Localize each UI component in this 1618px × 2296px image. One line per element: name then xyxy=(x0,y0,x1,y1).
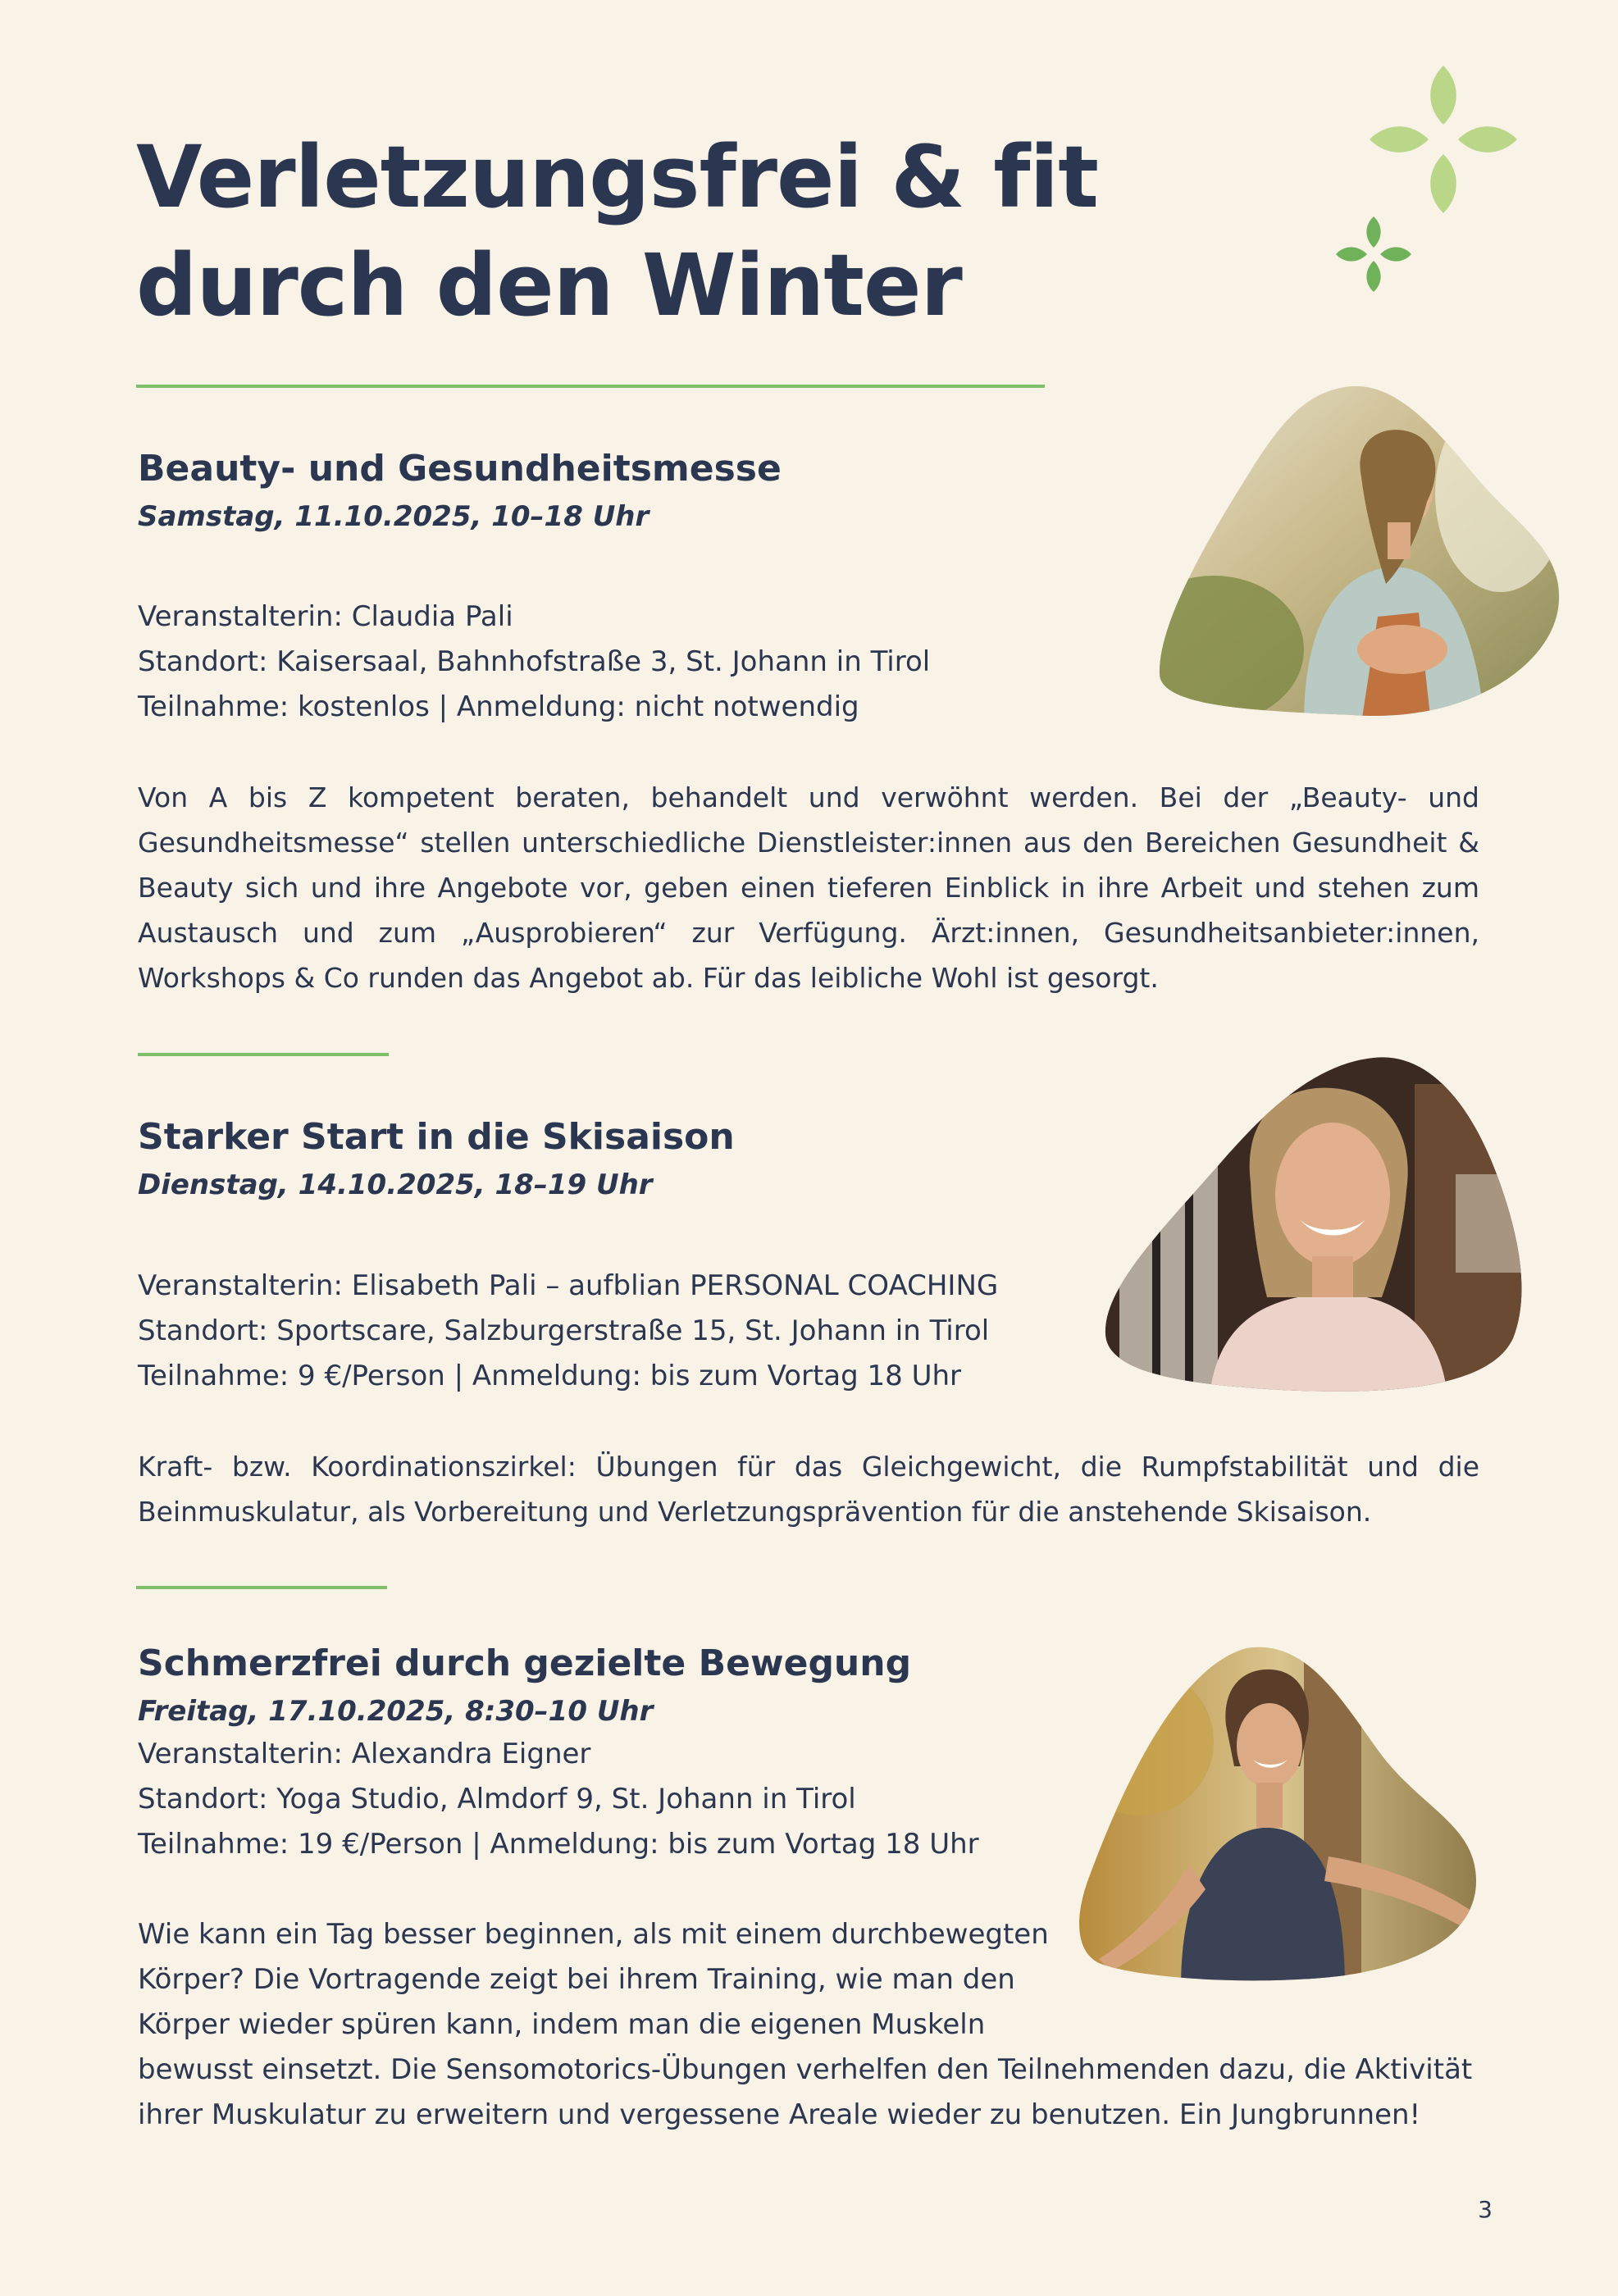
event-location: Standort: Sportscare, Salzburgerstraße 15, St. Johann in Tirol xyxy=(138,1314,990,1347)
event-participation: Teilnahme: 19 €/Person | Anmeldung: bis zum Vortag 18 Uhr xyxy=(138,1828,979,1861)
event-date: Freitag, 17.10.2025, 8:30–10 Uhr xyxy=(138,1695,654,1728)
leaf-ornament-icon xyxy=(1320,57,1525,303)
event-organizer: Veranstalterin: Claudia Pali xyxy=(138,600,513,633)
smiling-woman-photo xyxy=(1103,1051,1529,1396)
event-date: Dienstag, 14.10.2025, 18–19 Uhr xyxy=(138,1168,653,1201)
event-participation: Teilnahme: kostenlos | Anmeldung: nicht notwendig xyxy=(138,690,859,723)
title-line-2: durch den Winter xyxy=(136,235,962,335)
event-location: Standort: Yoga Studio, Almdorf 9, St. Johann in Tirol xyxy=(138,1783,856,1815)
event-title: Beauty- und Gesundheitsmesse xyxy=(138,448,782,490)
title-line-1: Verletzungsfrei & fit xyxy=(136,127,1098,227)
event-info xyxy=(138,1732,979,1867)
event-description: Von A bis Z kompetent beraten, behandelt und verwöhnt werden. Bei der „Beauty- und Gesundheitsmesse“ stellen unterschiedliche Dienstleister:innen aus den Bereichen Gesundheit & Beauty sich und ihre Angebote vor, geben einen tieferen Einblick in ihre Arbeit und stehen zum Austausch und zum „Ausprobieren“ zur Verfügung. Ärzt:innen, Gesundheitsanbieter:innen, Workshops & Co runden das Angebot ab. Für das leibliche Wohl ist gesorgt. xyxy=(138,781,1479,994)
event-date: Samstag, 11.10.2025, 10–18 Uhr xyxy=(138,500,649,533)
event-info xyxy=(138,1264,998,1399)
description-line: Körper? Die Vortragende zeigt bei ihrem Training, wie man den xyxy=(138,1963,1015,1996)
description-line: bewusst einsetzt. Die Sensomotorics-Übungen verhelfen den Teilnehmenden dazu, die Aktivität xyxy=(138,2053,1473,2086)
page-number: 3 xyxy=(1478,2196,1493,2223)
event-title: Starker Start in die Skisaison xyxy=(138,1116,735,1158)
page-title xyxy=(136,123,1202,339)
woman-breathing-photo xyxy=(1156,379,1566,723)
description-line: Wie kann ein Tag besser beginnen, als mit einem durchbewegten xyxy=(138,1918,1049,1951)
event-participation: Teilnahme: 9 €/Person | Anmeldung: bis zum Vortag 18 Uhr xyxy=(138,1360,962,1392)
description-line: Körper wieder spüren kann, indem man die eigenen Muskeln xyxy=(138,2008,986,2041)
event-organizer: Veranstalterin: Elisabeth Pali – aufblian PERSONAL COACHING xyxy=(138,1269,999,1302)
description-line: ihrer Muskulatur zu erweitern und vergessene Areale wieder zu benutzen. Ein Jungbrunnen! xyxy=(138,2098,1421,2131)
event-title: Schmerzfrei durch gezielte Bewegung xyxy=(138,1642,912,1684)
event-organizer: Veranstalterin: Alexandra Eigner xyxy=(138,1738,591,1770)
title-divider xyxy=(136,385,1045,388)
yoga-woman-photo xyxy=(1074,1643,1484,1988)
event-description: Kraft- bzw. Koordinationszirkel: Übungen für das Gleichgewicht, die Rumpfstabilität und die Beinmuskulatur, als Vorbereitung und Verletzungsprävention für die anstehende Skisaison. xyxy=(138,1451,1479,1528)
section-divider xyxy=(138,1053,389,1056)
event-info xyxy=(138,594,930,730)
event-location: Standort: Kaisersaal, Bahnhofstraße 3, St. Johann in Tirol xyxy=(138,645,931,678)
section-divider xyxy=(136,1586,387,1589)
